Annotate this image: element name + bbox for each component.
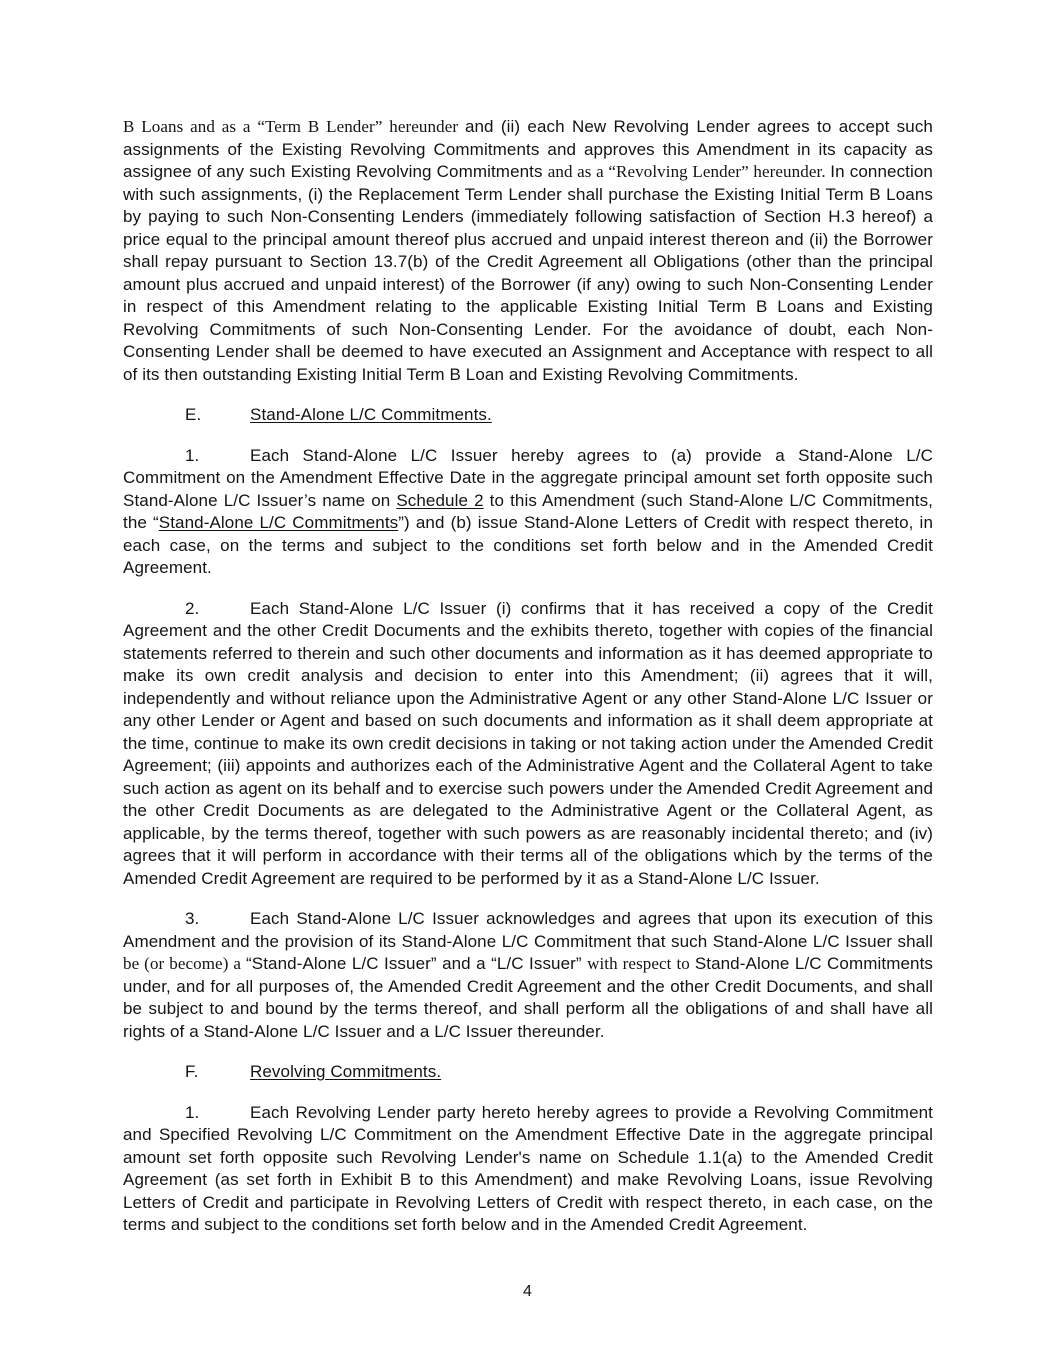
text-run: Each Stand-Alone L/C Issuer acknowledges and agrees that upon its execution of this Amendment and the provision of its Stand-Alone L/C Commitment that such Stand-Alone L/C Issuer shall bbox=[123, 909, 933, 951]
text-run: “Stand-Alone L/C Issuer” and a “L/C Issuer” bbox=[246, 954, 588, 973]
text-run: Each Revolving Lender party hereto hereby agrees to provide a Revolving Commitment and Specified Revolving L/C Commitment on the Amendment Effective Date in the aggregate principal amount set forth opposite such Revolving Lender's name on Schedule 1.1(a) to the Amended Credit Agreement (as set forth in Exhibit B to this Amendment) and make Revolving Loans, issue Revolving Letters of Credit and participate in Revolving Letters of Credit with respect thereto, in each case, on the terms and subject to the conditions set forth below and in the Amended Credit Agreement. bbox=[123, 1102, 933, 1234]
text-run: and as a “Revolving Lender” hereunder. bbox=[547, 162, 831, 181]
text-run: with respect to bbox=[587, 954, 695, 973]
text-run: Stand-Alone L/C Commitments bbox=[158, 513, 399, 532]
text-run: Stand-Alone L/C Commitments under, and for all purposes of, the Amended Credit Agreement and the other Credit Documents, and shall be subject to and bound by the terms thereof, and shall perform all the obligations of and shall have all rights of a Stand-Alone L/C Issuer and a L/C Issuer thereunder. bbox=[123, 954, 934, 1041]
text-run: be (or become) a bbox=[123, 954, 246, 973]
page-number: 4 bbox=[523, 1283, 532, 1300]
paragraph-e-2 bbox=[123, 598, 933, 891]
heading-section-e bbox=[185, 404, 933, 427]
text-run: Stand-Alone L/C Commitments. bbox=[250, 405, 492, 424]
outline-label: E. bbox=[185, 405, 202, 424]
outline-label: F. bbox=[185, 1062, 199, 1081]
paragraph-e-3 bbox=[123, 908, 933, 1043]
paragraph-f-1 bbox=[123, 1102, 933, 1237]
text-run: Revolving Commitments. bbox=[250, 1062, 442, 1081]
outline-label: 3. bbox=[185, 909, 200, 928]
text-run: Schedule 2 bbox=[396, 490, 484, 510]
text-run: In connection with such assignments, (i) the Replacement Term Lender shall purchase the Existing Initial Term B Loans by paying to such Non-Consenting Lenders (immediately following satisfaction of Section H.3 hereof) a price equal to the principal amount thereof plus accrued and unpaid interest thereon and (ii) the Borrower shall repay pursuant to Section 13.7(b) of the Credit Agreement all Obligations (other than the principal amount plus accrued and unpaid interest) of the Borrower (if any) owing to such Non-Consenting Lender in respect of this Amendment relating to the applicable Existing Initial Term B Loans and Existing Revolving Commitments of such Non-Consenting Lender. For the avoidance of doubt, each Non-Consenting Lender shall be deemed to have executed an Assignment and Acceptance with respect to all of its then outstanding Existing Initial Term B Loan and Existing Revolving Commitments. bbox=[123, 162, 933, 384]
text-run: and (ii) each New Revolving Lender agrees to accept such assignments of the Existing Revolving Commitments and approves this Amendment in its capacity as assignee of any such Existing Revolving Commitments bbox=[123, 117, 933, 181]
text-run: ”) and (b) issue Stand-Alone Letters of Credit with respect thereto, in each case, on the terms and subject to the conditions set forth below and in the Amended Credit Agreement. bbox=[123, 513, 933, 577]
heading-section-f bbox=[185, 1061, 933, 1084]
outline-label: 2. bbox=[185, 598, 200, 618]
outline-label: 1. bbox=[185, 445, 200, 465]
text-run: Each Stand-Alone L/C Issuer hereby agrees to (a) provide a Stand-Alone L/C Commitment on the Amendment Effective Date in the aggregate principal amount set forth opposite such Stand-Alone L/C Issuer’s name on bbox=[123, 445, 933, 510]
text-run: to this Amendment (such Stand-Alone L/C Commitments, the “ bbox=[123, 490, 933, 532]
document-content bbox=[123, 116, 933, 1255]
continuation-paragraph bbox=[123, 116, 933, 386]
outline-label: 1. bbox=[185, 1102, 200, 1122]
text-run: B Loans and as a “Term B Lender” hereunder bbox=[123, 117, 465, 136]
paragraph-e-1 bbox=[123, 445, 933, 580]
text-run: Each Stand-Alone L/C Issuer (i) confirms that it has received a copy of the Credit Agreement and the other Credit Documents and the exhibits thereto, together with copies of the financial statements referred to therein and such other documents and information as it has deemed appropriate to make its own credit analysis and decision to enter into this Amendment; (ii) agrees that it will, independently and without reliance upon the Administrative Agent or any other Stand-Alone L/C Issuer or any other Lender or Agent and based on such documents and information as it shall deem appropriate at the time, continue to make its own credit decisions in taking or not taking action under the Amended Credit Agreement; (iii) appoints and authorizes each of the Administrative Agent and the Collateral Agent to take such action as agent on its behalf and to exercise such powers under the Amended Credit Agreement and the other Credit Documents as are delegated to the Administrative Agent or the Collateral Agent, as applicable, by the terms thereof, together with such powers as are reasonably incidental thereto; and (iv) agrees that it will perform in accordance with their terms all of the obligations which by the terms of the Amended Credit Agreement are required to be performed by it as a Stand-Alone L/C Issuer. bbox=[123, 598, 933, 888]
